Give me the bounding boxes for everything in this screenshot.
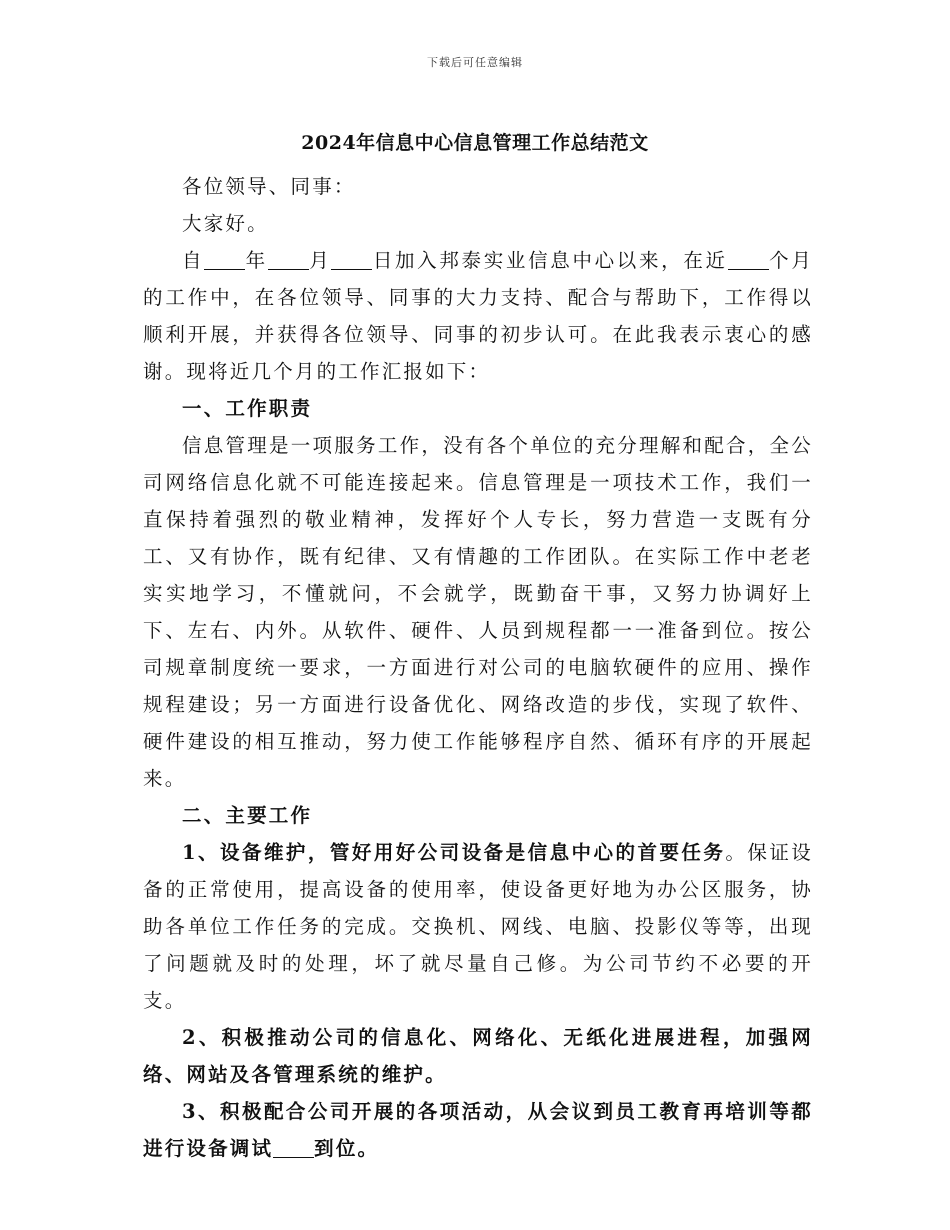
blank-field-item3	[273, 1137, 314, 1158]
section-heading-main-work: 二、主要工作	[182, 804, 313, 827]
work-item-3	[143, 1093, 813, 1167]
intro-text-5: 个月的工作中，在各位领导、同事的大力支持、配合与帮助下，工作得以顺利开展，并获得各位领导、同事的初步认可。在此我表示衷心的感谢。现将近几个月的工作汇报如下：	[143, 249, 814, 383]
work-item-3-text-2: 到位。	[314, 1137, 380, 1160]
salutation: 各位领导、同事：	[182, 175, 356, 198]
work-item-3-text-1: 3、积极配合公司开展的各项活动，从会议到员工教育再培训等都进行设备调试	[143, 1100, 813, 1160]
greeting: 大家好。	[182, 212, 269, 235]
blank-field-months	[728, 249, 769, 270]
work-item-1	[143, 834, 813, 1019]
blank-field-day	[331, 249, 372, 270]
work-item-2: 2、积极推动公司的信息化、网络化、无纸化进展进程，加强网络、网站及各管理系统的维护。	[143, 1026, 813, 1086]
intro-paragraph	[143, 242, 813, 390]
section-heading-duties: 一、工作职责	[182, 397, 313, 420]
work-item-1-lead: 1、设备维护，管好用好公司设备是信息中心的首要任务	[182, 841, 726, 864]
section-body-duties: 信息管理是一项服务工作，没有各个单位的充分理解和配合，全公司网络信息化就不可能连接起来。信息管理是一项技术工作，我们一直保持着强烈的敬业精神，发挥好个人专长，努力营造一支既有分工、又有协作，既有纪律、又有情趣的工作团队。在实际工作中老老实实地学习，不懂就问，不会就学，既勤奋干事，又努力协调好上下、左右、内外。从软件、硬件、人员到规程都一一准备到位。按公司规章制度统一要求，一方面进行对公司的电脑软硬件的应用、操作规程建设；另一方面进行设备优化、网络改造的步伐，实现了软件、硬件建设的相互推动，努力使工作能够程序自然、循环有序的开展起来。	[143, 434, 813, 790]
blank-field-year	[204, 249, 245, 270]
blank-field-month	[268, 249, 309, 270]
page-header-note: 下载后可任意编辑	[427, 56, 523, 69]
document-title: 2024年信息中心信息管理工作总结范文	[301, 132, 649, 154]
document-body	[143, 168, 813, 1167]
intro-text-2: 年	[245, 249, 268, 272]
work-item-1-text: 。保证设备的正常使用，提高设备的使用率，使设备更好地为办公区服务，协助各单位工作任务的完成。交换机、网线、电脑、投影仪等等，出现了问题就及时的处理，坏了就尽量自己修。为公司节约不必要的开支。	[143, 841, 813, 1012]
intro-text-4: 日加入邦泰实业信息中心以来，在近	[372, 249, 728, 272]
intro-text-1: 自	[182, 249, 205, 272]
intro-text-3: 月	[308, 249, 332, 272]
